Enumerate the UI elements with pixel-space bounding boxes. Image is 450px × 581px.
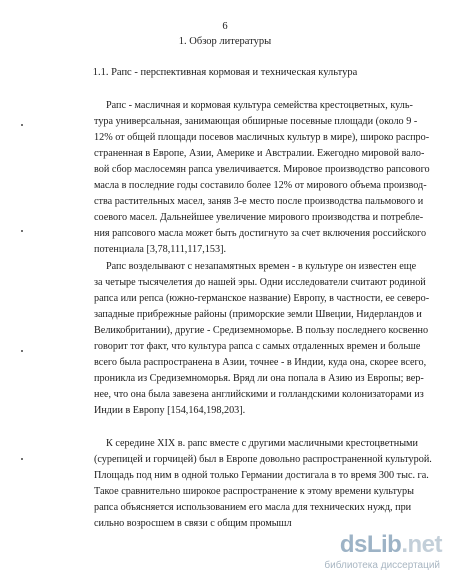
text-line: Индии в Европу [154,164,198,203]. (94, 405, 246, 416)
scan-speck (21, 124, 23, 126)
text-line: всего была распространена в Азии, точнее - в Индии, куда она, скорее всего, (94, 357, 427, 368)
text-line: проникла из Средиземноморья. Вряд ли она попала в Азию из Европы; вер- (94, 373, 424, 384)
text-line: тура универсальная, занимающая обширные посевные площади (около 9 - (94, 116, 418, 127)
text-line: страненная в Европе, Азии, Америке и Австралии. Ежегодно мировой вало- (94, 148, 425, 159)
text-line: ния рапсового масла может быть достигнуто за счет включения российского (94, 228, 427, 239)
text-line: 12% от общей площади посевов масличных культур в мире), широко распро- (94, 132, 430, 143)
text-line: вой сбор маслосемян рапса увеличивается. Мировое производство рапсового (94, 164, 430, 175)
page-number: 6 (222, 21, 228, 32)
section-title: 1.1. Рапс - перспективная кормовая и техническая культура (92, 67, 358, 78)
text-line: западные прибрежные районы (приморские земли Швеции, Нидерландов и (94, 309, 422, 320)
text-line: нее, что она была завезена английскими и голландскими колонизаторами из (94, 389, 424, 400)
text-line: говорит тот факт, что культура рапса с самых отдаленных времен и больше (94, 341, 421, 352)
text-line: Великобритании), другие - Средиземноморье. В пользу последнего косвенно (94, 325, 429, 336)
text-line: Такое сравнительно широкое распространение к этому времени культуры (94, 486, 414, 497)
text-line: Площадь под ним в одной только Германии достигала в то время 300 тыс. га. (94, 470, 429, 481)
text-line: К середине XIX в. рапс вместе с другими масличными крестоцветными (106, 438, 418, 449)
text-line: рапса или репса (южно-германское название) Европу, в частности, ее северо- (94, 293, 430, 304)
watermark-logo (322, 531, 442, 575)
text-line: рапса объясняется использованием его масла для технических нужд, при (94, 502, 412, 513)
text-line: потенциала [3,78,111,117,153]. (94, 244, 227, 255)
text-line: за четыре тысячелетия до нашей эры. Одни исследователи считают родиной (94, 277, 426, 288)
text-line: соевого масел. Дальнейшее увеличение мирового производства и потребле- (94, 212, 424, 223)
text-line: Рапс возделывают с незапамятных времен - в культуре он известен еще (106, 261, 417, 272)
watermark-brand: dsLib.net (339, 531, 442, 558)
scan-speck (21, 458, 23, 460)
text-line: (сурепицей и горчицей) был в Европе довольно распространенной культурой. (94, 454, 432, 465)
scan-speck (21, 230, 23, 232)
text-line: масла в последние годы составило более 12% от мирового объема производ- (94, 180, 427, 191)
text-line: Рапс - масличная и кормовая культура семейства крестоцветных, куль- (106, 100, 413, 111)
text-line: сильно возросшем в связи с общим промышл (94, 518, 292, 529)
scan-speck (21, 350, 23, 352)
watermark-subtitle: библиотека диссертаций (324, 560, 440, 571)
chapter-title: 1. Обзор литературы (178, 36, 272, 47)
text-line: ства растительных масел, заняв 3-е место после производства пальмового и (94, 196, 424, 207)
